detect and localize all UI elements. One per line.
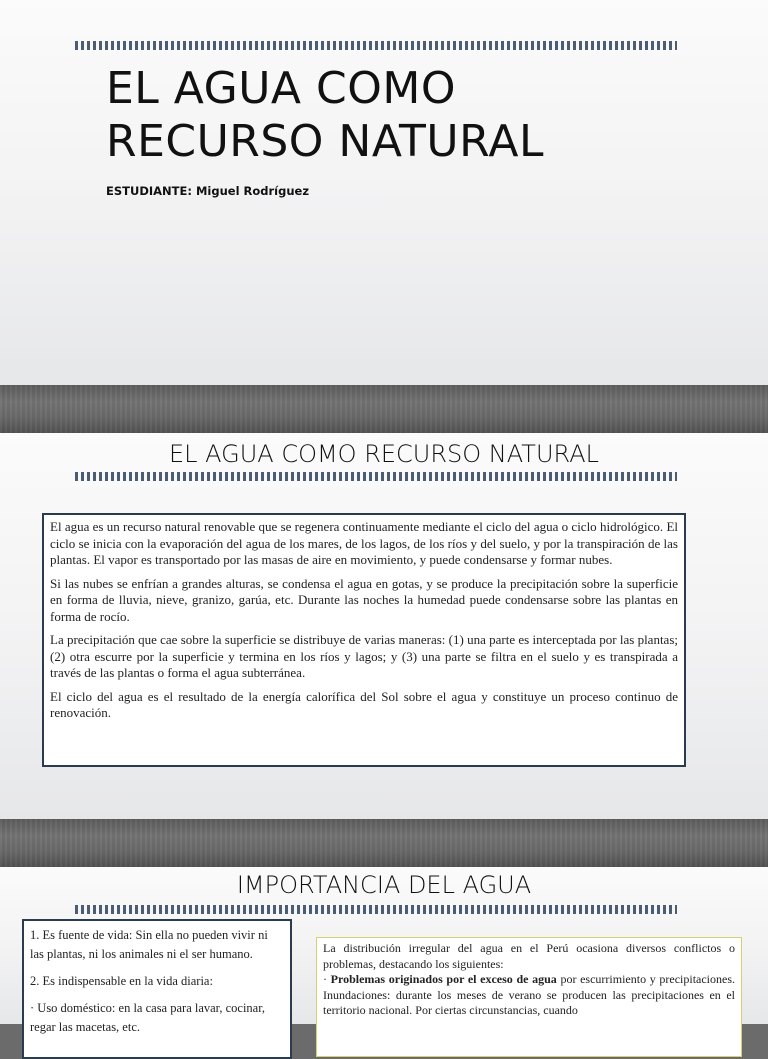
water-cycle-textbox bbox=[42, 513, 686, 767]
slide-separator bbox=[0, 385, 768, 433]
list-item: 2. Es indispensable en la vida diaria: bbox=[30, 974, 213, 988]
paragraph: El ciclo del agua es el resultado de la energía calorífica del Sol sobre el agua y constituye un proceso continuo de renovación. bbox=[50, 688, 678, 720]
slide-title: IMPORTANCIA DEL AGUA bbox=[236, 871, 532, 899]
importance-slide bbox=[0, 867, 768, 1034]
main-title bbox=[106, 62, 706, 168]
intro-text: La distribución irregular del agua en el Perú ocasiona diversos conflictos o problemas, destacando los siguientes: bbox=[323, 941, 735, 971]
water-resource-slide bbox=[0, 433, 768, 819]
bullet: · bbox=[323, 972, 331, 986]
paragraph: La precipitación que cae sobre la superficie se distribuye de varias maneras: (1) una parte es interceptada por las plantas; (2) otra escurre por la superficie y termina en los ríos y lagos; y (3) una parte se filtra en el suelo y es transpirada a través de las plantas o forma el agua subterránea. bbox=[50, 632, 678, 680]
problem-text: por escurrimiento y precipitaciones. Inundaciones: durante los meses de verano se producen las precipitaciones en el territorio nacional. Por ciertas circunstancias, cuando bbox=[323, 972, 736, 1017]
title-slide bbox=[0, 0, 768, 385]
slide-separator bbox=[0, 819, 768, 867]
student-name: ESTUDIANTE: Miguel Rodríguez bbox=[106, 184, 310, 198]
main-title-line-1: EL AGUA COMO bbox=[106, 63, 456, 114]
paragraph: El agua es un recurso natural renovable que se regenera continuamente mediante el ciclo del agua o ciclo hidrológico. El ciclo se inicia con la evaporación del agua de los mares, de los lagos, de los ríos y del suelo, y por la transpiración de las plantas. El vapor es transportado por las masas de aire en movimiento, y puede condensarse y formar nubes. bbox=[50, 519, 678, 567]
decorative-dash-bar bbox=[75, 905, 677, 914]
problem-item bbox=[323, 972, 735, 1019]
decorative-dash-bar bbox=[75, 472, 677, 481]
importance-list-box bbox=[22, 919, 292, 1059]
list-item: 1. Es fuente de vida: Sin ella no pueden vivir ni las plantas, ni los animales ni el ser humano. bbox=[30, 928, 268, 961]
decorative-dash-bar bbox=[75, 41, 677, 50]
list-item: · Uso doméstico: en la casa para lavar, cocinar, regar las macetas, etc. bbox=[30, 1001, 266, 1034]
distribution-problems-box bbox=[316, 937, 742, 1057]
slide-title: EL AGUA COMO RECURSO NATURAL bbox=[168, 440, 600, 468]
problem-heading: Problemas originados por el exceso de agua bbox=[330, 972, 557, 986]
paragraph: Si las nubes se enfrían a grandes alturas, se condensa el agua en gotas, y se produce la precipitación sobre la superficie en forma de lluvia, nieve, granizo, garúa, etc. Durante las noches la humedad puede condensarse sobre las plantas en forma de rocío. bbox=[50, 575, 678, 624]
main-title-line-2: RECURSO NATURAL bbox=[106, 116, 545, 167]
